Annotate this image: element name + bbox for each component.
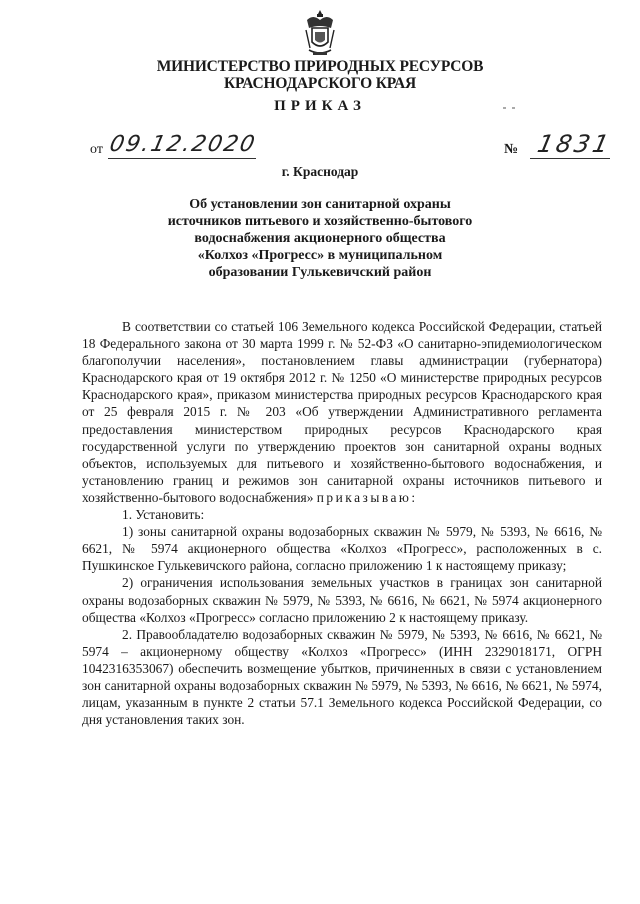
date-underline — [108, 158, 256, 159]
subject-line-5: образовании Гулькевичский район — [208, 265, 432, 280]
order-subject — [0, 196, 640, 281]
number-underline — [530, 158, 610, 159]
preamble-text: В соответствии со статьей 106 Земельного кодекса Российской Федерации, статьей 18 Федерального закона от 30 марта 1999 г. № 52-ФЗ «О санитарно-эпидемиологическом благополучии населения», постановлением главы администрации (губернатора) Краснодарского края от 19 октября 2012 г. № 1250 «О министерстве природных ресурсов Краснодарского края», приказом министерства природных ресурсов Краснодарского края от 25 февраля 2015 г. № 203 «Об утверждении Административного регламента предоставления министерством природных ресурсов Краснодарского края государственной услуги по утверждению проектов зон санитарной охраны водных объектов, используемых для питьевого и хозяйственно-бытового водоснабжения, и установлению границ и режимов зон санитарной охраны источников питьевого и хозяйственно-бытового водоснабжения» — [82, 319, 602, 505]
subject-line-2: источников питьевого и хозяйственно-бытового — [167, 214, 473, 229]
item-1: 1. Установить: — [122, 507, 205, 523]
ministry-line-1: МИНИСТЕРСТВО ПРИРОДНЫХ РЕСУРСОВ — [156, 58, 484, 75]
order-number-handwritten: 1831 — [535, 130, 615, 158]
number-prefix: № — [504, 142, 519, 157]
subject-line-4: «Колхоз «Прогресс» в муниципальном — [197, 248, 443, 263]
subject-line-3: водоснабжения акционерного общества — [194, 231, 446, 246]
order-title: ПРИКАЗ — [274, 98, 366, 114]
date-number-row — [90, 130, 615, 166]
preamble-paragraph — [82, 318, 602, 506]
ministry-line-2: КРАСНОДАРСКОГО КРАЯ — [223, 75, 417, 92]
date-prefix: от — [90, 142, 103, 157]
order-word: приказываю: — [316, 489, 418, 505]
item-1-1: 1) зоны санитарной охраны водозаборных скважин № 5979, № 5393, № 6616, № 6621, № 5974 акционерного общества «Колхоз «Прогресс», расположенных в с. Пушкинское Гулькевичского района, согласно приложению 1 к настоящему приказу; — [82, 524, 602, 574]
order-body — [82, 318, 602, 728]
item-2: 2. Правообладателю водозаборных скважин № 5979, № 5393, № 6616, № 6621, № 5974 – акционерному обществу «Колхоз «Прогресс» (ИНН 2329018171, ОГРН 1042316353067) обеспечить возмещение убытков, причиненных в связи с установлением зон санитарной охраны водозаборных скважин № 5979, № 5393, № 6616, № 6621, № 5974, лицам, указанным в пункте 2 статьи 57.1 Земельного кодекса Российской Федерации, со дня установления таких зон. — [82, 626, 602, 728]
coat-of-arms-icon — [303, 8, 337, 58]
scan-mark-icon — [503, 107, 517, 109]
order-date-handwritten: 09.12.2020 — [107, 132, 259, 157]
ministry-name — [0, 58, 640, 92]
subject-line-1: Об установлении зон санитарной охраны — [189, 197, 451, 212]
city: г. Краснодар — [281, 164, 359, 179]
item-1-2: 2) ограничения использования земельных участков в границах зон санитарной охраны водозаборных скважин № 5979, № 5393, № 6616, № 6621, № 5974 акционерного общества «Колхоз «Прогресс» согласно приложению 2 к настоящему приказу. — [82, 575, 602, 625]
